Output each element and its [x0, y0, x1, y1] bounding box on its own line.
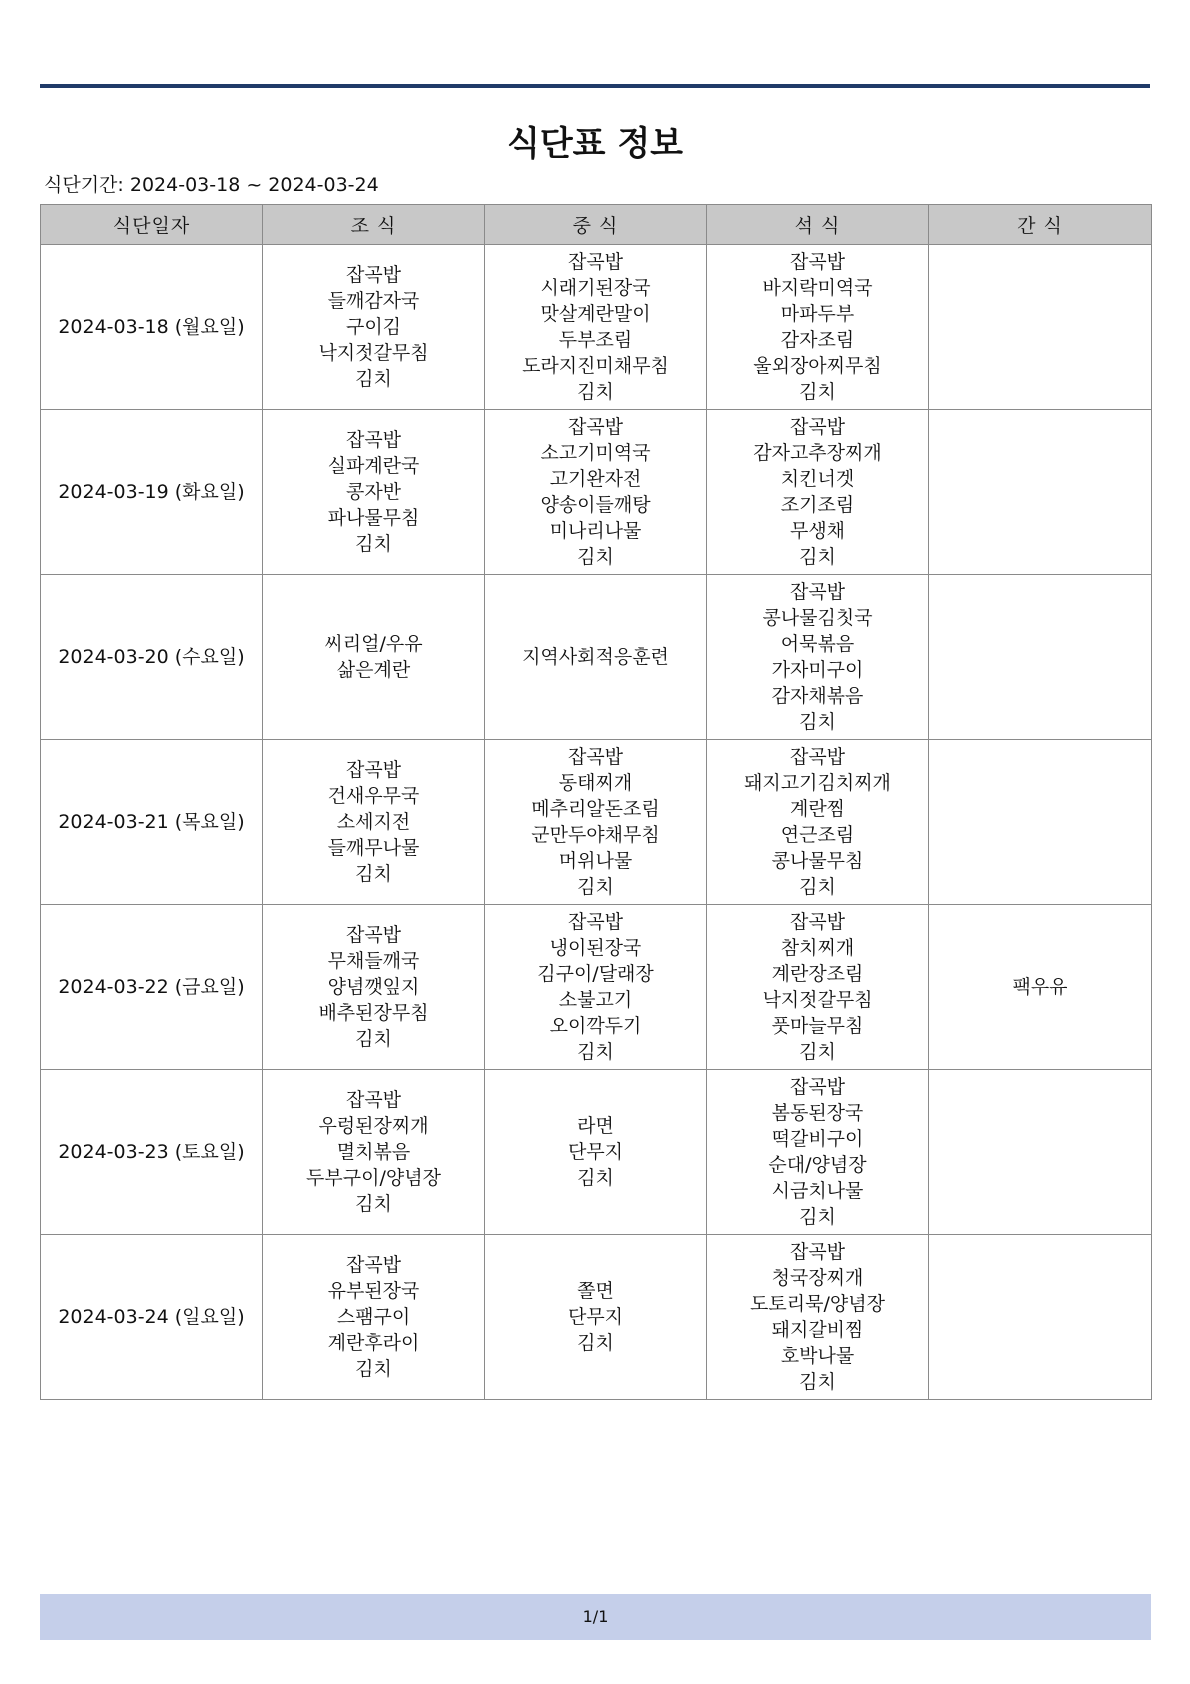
dish-item: 호박나물 — [780, 1345, 855, 1367]
meal-cell-breakfast — [263, 1235, 485, 1400]
dish-item: 계란찜 — [789, 798, 846, 820]
meal-cell-snack — [929, 905, 1152, 1070]
dish-item: 라면 — [577, 1115, 614, 1137]
meal-date: 2024-03-18 (월요일) — [41, 245, 263, 410]
breakfast-dish-list — [267, 631, 480, 683]
dish-item: 김치 — [355, 1028, 392, 1050]
dish-item: 단무지 — [567, 1141, 624, 1163]
dish-item: 도라지진미채무침 — [522, 355, 669, 377]
breakfast-dish-list — [267, 427, 480, 557]
dish-item: 단무지 — [567, 1306, 624, 1328]
dish-item: 김치 — [799, 1041, 836, 1063]
breakfast-dish-list — [267, 262, 480, 392]
dinner-dish-list — [711, 1074, 924, 1230]
dish-item: 조기조림 — [780, 494, 855, 516]
dish-item: 감자고추장찌개 — [753, 442, 882, 464]
meal-date: 2024-03-23 (토요일) — [41, 1070, 263, 1235]
dish-item: 청국장찌개 — [771, 1267, 864, 1289]
dish-item: 낙지젓갈무침 — [318, 342, 429, 364]
table-row — [41, 1070, 1152, 1235]
lunch-dish-list — [489, 744, 702, 900]
dish-item: 잡곡밥 — [345, 924, 402, 946]
dish-item: 구이김 — [345, 316, 402, 338]
dish-item: 냉이된장국 — [549, 937, 642, 959]
dish-item: 김치 — [577, 876, 614, 898]
dish-item: 소불고기 — [558, 989, 633, 1011]
dish-item: 시금치나물 — [771, 1180, 864, 1202]
dish-item: 김치 — [799, 1371, 836, 1393]
dish-item: 도토리묵/양념장 — [750, 1293, 885, 1315]
table-row — [41, 740, 1152, 905]
dish-item: 김치 — [577, 381, 614, 403]
breakfast-dish-list — [267, 1087, 480, 1217]
dish-item: 삶은계란 — [336, 659, 411, 681]
dish-item: 배추된장무침 — [318, 1002, 429, 1024]
dish-item: 스팸구이 — [336, 1306, 411, 1328]
meal-cell-snack — [929, 245, 1152, 410]
meal-date: 2024-03-22 (금요일) — [41, 905, 263, 1070]
dish-item: 파나물무침 — [327, 507, 420, 529]
dish-item: 콩나물무침 — [771, 850, 864, 872]
meal-date: 2024-03-20 (수요일) — [41, 575, 263, 740]
dish-item: 콩나물김칫국 — [762, 607, 873, 629]
meal-cell-snack — [929, 1235, 1152, 1400]
meal-cell-lunch — [485, 1235, 707, 1400]
dish-item: 동태찌개 — [558, 772, 633, 794]
dish-item: 김치 — [355, 863, 392, 885]
dish-item: 머위나물 — [558, 850, 633, 872]
table-row — [41, 245, 1152, 410]
table-row — [41, 575, 1152, 740]
meal-date: 2024-03-21 (목요일) — [41, 740, 263, 905]
dish-item: 맛살계란말이 — [540, 303, 651, 325]
meal-cell-dinner — [707, 905, 929, 1070]
meal-cell-dinner — [707, 740, 929, 905]
dish-item: 잡곡밥 — [567, 746, 624, 768]
dish-item: 봄동된장국 — [771, 1102, 864, 1124]
header-date: 식단일자 — [41, 205, 263, 245]
dish-item: 감자채볶음 — [771, 685, 864, 707]
meal-cell-breakfast — [263, 575, 485, 740]
dinner-dish-list — [711, 414, 924, 570]
dish-item: 김치 — [577, 1167, 614, 1189]
dish-item: 건새우무국 — [327, 785, 420, 807]
dish-item: 김치 — [577, 1332, 614, 1354]
dish-item: 실파계란국 — [327, 455, 420, 477]
dish-item: 우렁된장찌개 — [318, 1115, 429, 1137]
dish-item: 울외장아찌무침 — [753, 355, 882, 377]
meal-table — [40, 204, 1152, 1400]
dish-item: 잡곡밥 — [345, 1254, 402, 1276]
meal-date: 2024-03-19 (화요일) — [41, 410, 263, 575]
dish-item: 김치 — [799, 876, 836, 898]
meal-cell-snack — [929, 740, 1152, 905]
dish-item: 잡곡밥 — [789, 416, 846, 438]
meal-cell-breakfast — [263, 245, 485, 410]
breakfast-dish-list — [267, 757, 480, 887]
meal-table-header — [41, 205, 1152, 245]
meal-cell-breakfast — [263, 1070, 485, 1235]
lunch-dish-list — [489, 1278, 702, 1356]
dish-item: 잡곡밥 — [345, 429, 402, 451]
dish-item: 순대/양념장 — [768, 1154, 867, 1176]
dish-item: 계란장조림 — [771, 963, 864, 985]
dish-item: 콩자반 — [345, 481, 402, 503]
dish-item: 잡곡밥 — [567, 416, 624, 438]
dish-item: 씨리얼/우유 — [324, 633, 423, 655]
meal-cell-lunch — [485, 575, 707, 740]
dish-item: 멸치볶음 — [336, 1141, 411, 1163]
snack-dish-list — [933, 974, 1147, 1000]
dish-item: 잡곡밥 — [345, 1089, 402, 1111]
dish-item: 들깨무나물 — [327, 837, 420, 859]
dish-item: 김치 — [799, 711, 836, 733]
meal-cell-snack — [929, 1070, 1152, 1235]
dish-item: 잡곡밥 — [789, 1076, 846, 1098]
breakfast-dish-list — [267, 1252, 480, 1382]
dish-item: 김치 — [577, 546, 614, 568]
table-row — [41, 410, 1152, 575]
dish-item: 잡곡밥 — [567, 911, 624, 933]
dinner-dish-list — [711, 1239, 924, 1395]
meal-cell-breakfast — [263, 740, 485, 905]
dish-item: 무채들깨국 — [327, 950, 420, 972]
dish-item: 참치찌개 — [780, 937, 855, 959]
meal-cell-lunch — [485, 1070, 707, 1235]
meal-cell-dinner — [707, 1235, 929, 1400]
page-title: 식단표 정보 — [506, 124, 684, 164]
dish-item: 김치 — [355, 368, 392, 390]
meal-cell-snack — [929, 575, 1152, 740]
lunch-dish-list — [489, 414, 702, 570]
dish-item: 가자미구이 — [771, 659, 864, 681]
dish-item: 김치 — [577, 1041, 614, 1063]
breakfast-dish-list — [267, 922, 480, 1052]
dish-item: 쫄면 — [577, 1280, 614, 1302]
dish-item: 시래기된장국 — [540, 277, 651, 299]
dish-item: 돼지고기김치찌개 — [744, 772, 891, 794]
dish-item: 김구이/달래장 — [537, 963, 654, 985]
dish-item: 김치 — [799, 381, 836, 403]
dish-item: 고기완자전 — [549, 468, 642, 490]
dinner-dish-list — [711, 909, 924, 1065]
lunch-dish-list — [489, 1113, 702, 1191]
dish-item: 무생채 — [789, 520, 846, 542]
table-row — [41, 1235, 1152, 1400]
dish-item: 미나리나물 — [549, 520, 642, 542]
header-breakfast: 조 식 — [263, 205, 485, 245]
page-footer — [40, 1594, 1151, 1640]
meal-date: 2024-03-24 (일요일) — [41, 1235, 263, 1400]
meal-cell-dinner — [707, 575, 929, 740]
meal-cell-snack — [929, 410, 1152, 575]
dinner-dish-list — [711, 744, 924, 900]
dish-item: 풋마늘무침 — [771, 1015, 864, 1037]
dish-item: 김치 — [355, 1193, 392, 1215]
dish-item: 김치 — [799, 546, 836, 568]
dish-item: 유부된장국 — [327, 1280, 420, 1302]
dish-item: 소고기미역국 — [540, 442, 651, 464]
dish-item: 두부조림 — [558, 329, 633, 351]
top-divider — [40, 84, 1150, 88]
meal-cell-dinner — [707, 245, 929, 410]
dish-item: 잡곡밥 — [789, 911, 846, 933]
meal-cell-lunch — [485, 245, 707, 410]
header-row — [41, 205, 1152, 245]
dish-item: 감자조림 — [780, 329, 855, 351]
dish-item: 어묵볶음 — [780, 633, 855, 655]
dinner-dish-list — [711, 249, 924, 405]
meal-cell-breakfast — [263, 905, 485, 1070]
dish-item: 바지락미역국 — [762, 277, 873, 299]
lunch-dish-list — [489, 249, 702, 405]
dish-item: 들깨감자국 — [327, 290, 420, 312]
dish-item: 오이깍두기 — [549, 1015, 642, 1037]
meal-cell-lunch — [485, 905, 707, 1070]
dish-item: 양념깻잎지 — [327, 976, 420, 998]
dinner-dish-list — [711, 579, 924, 735]
dish-item: 잡곡밥 — [567, 251, 624, 273]
meal-cell-dinner — [707, 410, 929, 575]
meal-cell-lunch — [485, 410, 707, 575]
dish-item: 낙지젓갈무침 — [762, 989, 873, 1011]
dish-item: 계란후라이 — [327, 1332, 420, 1354]
page-number: 1/1 — [582, 1607, 609, 1626]
header-dinner: 석 식 — [707, 205, 929, 245]
dish-item: 소세지전 — [336, 811, 411, 833]
dish-item: 김치 — [355, 1358, 392, 1380]
dish-item: 양송이들깨탕 — [540, 494, 651, 516]
dish-item: 잡곡밥 — [789, 581, 846, 603]
dish-item: 군만두야채무침 — [531, 824, 660, 846]
dish-item: 김치 — [799, 1206, 836, 1228]
dish-item: 연근조림 — [780, 824, 855, 846]
dish-item: 팩우유 — [1012, 976, 1068, 998]
table-row — [41, 905, 1152, 1070]
dish-item: 떡갈비구이 — [771, 1128, 864, 1150]
meal-cell-dinner — [707, 1070, 929, 1235]
meal-cell-breakfast — [263, 410, 485, 575]
meal-period: 식단기간: 2024-03-18 ~ 2024-03-24 — [44, 174, 379, 196]
dish-item: 두부구이/양념장 — [306, 1167, 441, 1189]
dish-item: 돼지갈비찜 — [771, 1319, 864, 1341]
dish-item: 잡곡밥 — [789, 746, 846, 768]
lunch-dish-list — [489, 644, 702, 670]
header-lunch: 중 식 — [485, 205, 707, 245]
dish-item: 잡곡밥 — [789, 251, 846, 273]
dish-item: 잡곡밥 — [345, 759, 402, 781]
dish-item: 잡곡밥 — [789, 1241, 846, 1263]
lunch-dish-list — [489, 909, 702, 1065]
meal-cell-lunch — [485, 740, 707, 905]
dish-item: 지역사회적응훈련 — [522, 646, 669, 668]
dish-item: 잡곡밥 — [345, 264, 402, 286]
dish-item: 김치 — [355, 533, 392, 555]
dish-item: 마파두부 — [780, 303, 855, 325]
dish-item: 메추리알돈조림 — [531, 798, 660, 820]
meal-table-body — [41, 245, 1152, 1400]
dish-item: 치킨너겟 — [780, 468, 855, 490]
header-snack: 간 식 — [929, 205, 1152, 245]
